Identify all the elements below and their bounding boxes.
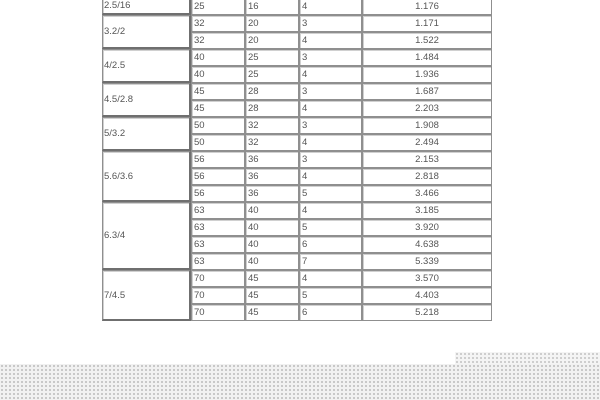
grade-cell: 7/4.5 — [102, 270, 191, 321]
thickness-cell: 5 — [299, 185, 362, 202]
weight-cell: 2.818 — [362, 168, 492, 185]
grade-cell: 4/2.5 — [102, 49, 191, 83]
thickness-cell: 4 — [299, 134, 362, 151]
short-leg-cell: 45 — [245, 287, 299, 304]
short-leg-cell: 40 — [245, 253, 299, 270]
grade-cell: 4.5/2.8 — [102, 83, 191, 117]
short-leg-cell: 20 — [245, 15, 299, 32]
grade-cell: 5/3.2 — [102, 117, 191, 151]
weight-cell: 3.185 — [362, 202, 492, 219]
thickness-cell: 4 — [299, 100, 362, 117]
long-leg-cell: 56 — [191, 185, 245, 202]
weight-cell: 1.908 — [362, 117, 492, 134]
long-leg-cell: 50 — [191, 117, 245, 134]
short-leg-cell: 28 — [245, 100, 299, 117]
grade-cell: 5.6/3.6 — [102, 151, 191, 202]
long-leg-cell: 45 — [191, 100, 245, 117]
short-leg-cell: 16 — [245, 0, 299, 15]
weight-cell: 2.494 — [362, 134, 492, 151]
long-leg-cell: 70 — [191, 304, 245, 321]
weight-cell: 1.176 — [362, 0, 492, 15]
thickness-cell: 6 — [299, 236, 362, 253]
short-leg-cell: 45 — [245, 304, 299, 321]
table-row — [102, 117, 492, 134]
short-leg-cell: 32 — [245, 134, 299, 151]
thickness-cell: 4 — [299, 168, 362, 185]
short-leg-cell: 28 — [245, 83, 299, 100]
weight-cell: 1.936 — [362, 66, 492, 83]
thickness-cell: 4 — [299, 66, 362, 83]
spec-table-body — [102, 0, 492, 321]
long-leg-cell: 32 — [191, 15, 245, 32]
grade-cell: 2.5/16 — [102, 0, 191, 15]
weight-cell: 3.920 — [362, 219, 492, 236]
thickness-cell: 4 — [299, 32, 362, 49]
short-leg-cell: 25 — [245, 66, 299, 83]
thickness-cell: 3 — [299, 151, 362, 168]
weight-cell: 5.339 — [362, 253, 492, 270]
long-leg-cell: 63 — [191, 236, 245, 253]
thickness-cell: 4 — [299, 0, 362, 15]
dotted-overlay-band — [0, 364, 600, 400]
dotted-overlay-corner — [455, 352, 600, 364]
table-row — [102, 49, 492, 66]
long-leg-cell: 56 — [191, 168, 245, 185]
weight-cell: 5.218 — [362, 304, 492, 321]
thickness-cell: 3 — [299, 15, 362, 32]
table-row — [102, 202, 492, 219]
weight-cell: 4.638 — [362, 236, 492, 253]
weight-cell: 1.522 — [362, 32, 492, 49]
long-leg-cell: 63 — [191, 202, 245, 219]
long-leg-cell: 40 — [191, 49, 245, 66]
thickness-cell: 5 — [299, 219, 362, 236]
table-row — [102, 83, 492, 100]
thickness-cell: 4 — [299, 202, 362, 219]
long-leg-cell: 70 — [191, 287, 245, 304]
thickness-cell: 7 — [299, 253, 362, 270]
weight-cell: 1.484 — [362, 49, 492, 66]
short-leg-cell: 45 — [245, 270, 299, 287]
weight-cell: 3.570 — [362, 270, 492, 287]
weight-cell: 2.203 — [362, 100, 492, 117]
weight-cell: 2.153 — [362, 151, 492, 168]
long-leg-cell: 63 — [191, 219, 245, 236]
weight-cell: 1.687 — [362, 83, 492, 100]
long-leg-cell: 56 — [191, 151, 245, 168]
angle-steel-spec-table — [102, 0, 492, 321]
long-leg-cell: 25 — [191, 0, 245, 15]
thickness-cell: 4 — [299, 270, 362, 287]
short-leg-cell: 40 — [245, 202, 299, 219]
grade-cell: 3.2/2 — [102, 15, 191, 49]
table-row — [102, 270, 492, 287]
long-leg-cell: 70 — [191, 270, 245, 287]
thickness-cell: 3 — [299, 49, 362, 66]
long-leg-cell: 40 — [191, 66, 245, 83]
short-leg-cell: 36 — [245, 168, 299, 185]
thickness-cell: 3 — [299, 117, 362, 134]
weight-cell: 4.403 — [362, 287, 492, 304]
short-leg-cell: 20 — [245, 32, 299, 49]
weight-cell: 1.171 — [362, 15, 492, 32]
long-leg-cell: 50 — [191, 134, 245, 151]
long-leg-cell: 45 — [191, 83, 245, 100]
long-leg-cell: 63 — [191, 253, 245, 270]
short-leg-cell: 40 — [245, 219, 299, 236]
short-leg-cell: 32 — [245, 117, 299, 134]
table-row — [102, 0, 492, 15]
thickness-cell: 6 — [299, 304, 362, 321]
short-leg-cell: 25 — [245, 49, 299, 66]
table-row — [102, 15, 492, 32]
grade-cell: 6.3/4 — [102, 202, 191, 270]
long-leg-cell: 32 — [191, 32, 245, 49]
thickness-cell: 5 — [299, 287, 362, 304]
weight-cell: 3.466 — [362, 185, 492, 202]
thickness-cell: 3 — [299, 83, 362, 100]
short-leg-cell: 36 — [245, 151, 299, 168]
table-row — [102, 151, 492, 168]
short-leg-cell: 40 — [245, 236, 299, 253]
short-leg-cell: 36 — [245, 185, 299, 202]
